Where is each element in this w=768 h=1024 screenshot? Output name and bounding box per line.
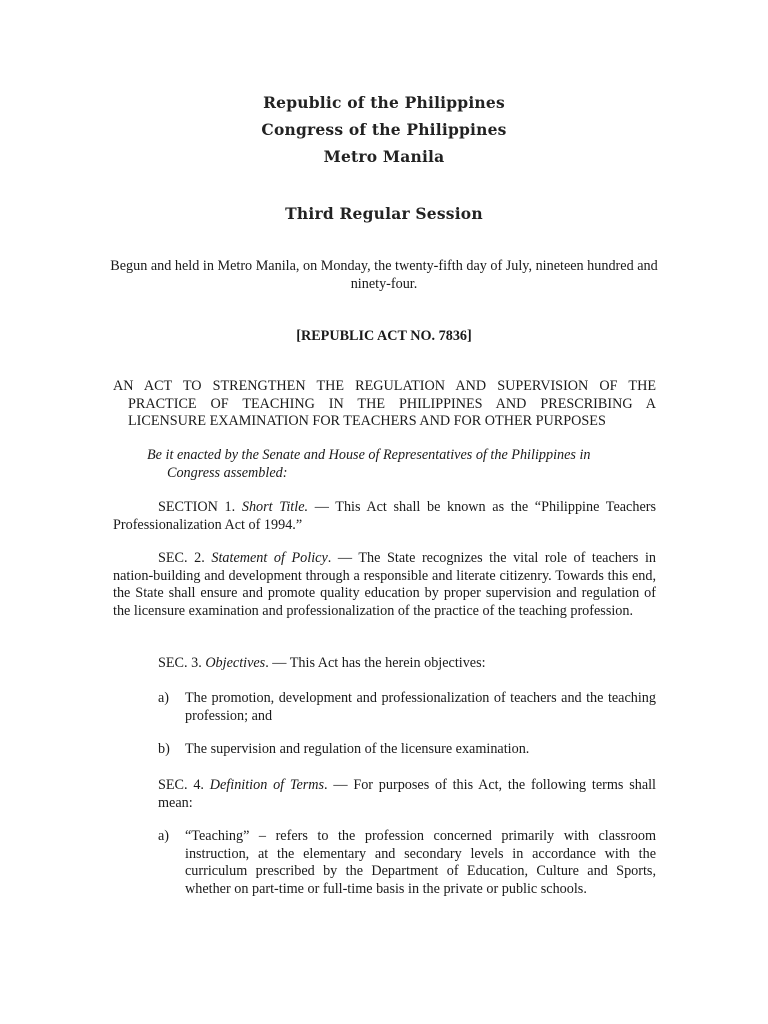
- section-label: SEC. 2.: [158, 550, 205, 566]
- section-1: [113, 499, 656, 534]
- begun-statement: Begun and held in Metro Manila, on Monday, the twenty-fifth day of July, nineteen hundred and ninety-four.: [110, 258, 658, 292]
- section-label: SEC. 3.: [158, 655, 202, 671]
- section-heading: Definition of Terms: [209, 777, 325, 793]
- section-heading: Statement of Policy: [211, 550, 328, 566]
- act-title-line: AN ACT TO STRENGTHEN THE REGULATION AND SUPERVISION OF THE: [113, 378, 656, 394]
- act-title-line: LICENSURE EXAMINATION FOR TEACHERS AND FOR OTHER PURPOSES: [128, 413, 606, 430]
- act-number: [REPUBLIC ACT NO. 7836]: [296, 328, 472, 344]
- header-metro-manila: Metro Manila: [323, 147, 445, 166]
- enacting-clause-line: Be it enacted by the Senate and House of Representatives of the Philippines in: [147, 447, 591, 463]
- enacting-clause: [147, 447, 637, 482]
- list-item-text: The supervision and regulation of the licensure examination.: [185, 741, 530, 757]
- list-marker: a): [158, 690, 170, 706]
- list-item-text: “Teaching” – refers to the profession concerned primarily with classroom instruction, at the elementary and secondary levels in accordance with the curriculum prescribed by the Department of Education, Culture and Sports, whether on part-time or full-time basis in the private or public schools.: [185, 828, 656, 897]
- header-congress: Congress of the Philippines: [261, 120, 507, 139]
- section-2: [113, 550, 656, 620]
- section-4: [158, 777, 656, 812]
- list-item: [158, 741, 656, 759]
- act-title: [113, 378, 656, 431]
- list-item: [158, 690, 656, 725]
- header-session: Third Regular Session: [285, 204, 483, 223]
- section-heading: Short Title.: [241, 499, 309, 515]
- list-item: [158, 828, 656, 898]
- section-text: . — This Act has the herein objectives:: [265, 655, 486, 671]
- header-republic: Republic of the Philippines: [263, 93, 505, 112]
- section-3: [158, 655, 656, 673]
- section-text: . — For purposes of this Act, the following terms shall mean:: [158, 777, 657, 811]
- list-marker: b): [158, 741, 170, 757]
- list-marker: a): [158, 828, 170, 844]
- enacting-clause-line: Congress assembled:: [167, 464, 288, 481]
- list-item-text: The promotion, development and professionalization of teachers and the teaching profession; and: [185, 690, 656, 724]
- section-text: . — The State recognizes the vital role of teachers in nation-building and development through a responsible and literate citizenry. Towards this end, the State shall ensure and promote quality education by proper supervision and regulation of the licensure examination and professionalization of the practice of the teaching profession.: [113, 550, 656, 619]
- section-text: — This Act shall be known as the “Philippine Teachers Professionalization Act of 1994.”: [113, 499, 656, 533]
- section-heading: Objectives: [205, 655, 266, 671]
- section-label: SECTION 1.: [158, 499, 236, 515]
- act-title-line: PRACTICE OF TEACHING IN THE PHILIPPINES AND PRESCRIBING A: [128, 395, 656, 412]
- section-label: SEC. 4.: [158, 777, 204, 793]
